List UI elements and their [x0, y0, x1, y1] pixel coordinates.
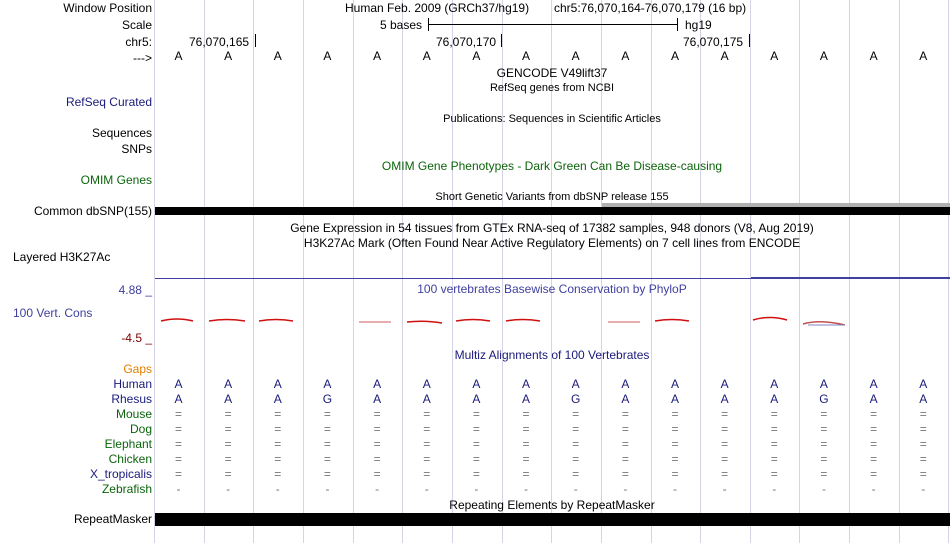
aligned-match-base: = [174, 437, 182, 451]
base-gridline [651, 0, 652, 543]
human-base: A [422, 377, 431, 391]
aligned-match-base: = [224, 407, 232, 421]
h3k27ac-title[interactable]: H3K27Ac Mark (Often Found Near Active Regulatory Elements) on 7 cell lines from ENCODE [303, 236, 801, 250]
aligned-match-base: = [174, 467, 182, 481]
aligned-gap-base: - [474, 482, 479, 496]
coord-tick-1 [255, 34, 256, 47]
aligned-match-base: = [423, 437, 431, 451]
aligned-match-base: = [820, 407, 828, 421]
base-gridline [402, 0, 403, 543]
aligned-match-base: = [870, 467, 878, 481]
aligned-match-base: = [820, 452, 828, 466]
multiz-title[interactable]: Multiz Alignments of 100 Vertebrates [454, 348, 650, 362]
human-base: A [224, 377, 233, 391]
cons-min-label: -4.5 _ [121, 331, 152, 345]
aligned-match-base: = [323, 437, 331, 451]
aligned-gap-base: - [722, 482, 727, 496]
aligned-match-base: = [174, 407, 182, 421]
aligned-match-base: = [472, 437, 480, 451]
rhesus-base: A [869, 392, 878, 406]
human-base: A [670, 377, 679, 391]
reference-base: A [323, 49, 332, 63]
rhesus-base: A [522, 392, 531, 406]
rhesus-base: A [919, 392, 928, 406]
repeatmasker-title[interactable]: Repeating Elements by RepeatMasker [449, 498, 655, 512]
human-base: A [720, 377, 729, 391]
aligned-match-base: = [820, 467, 828, 481]
rhesus-base: A [422, 392, 431, 406]
gtex-title[interactable]: Gene Expression in 54 tissues from GTEx RNA-seq of 17382 samples, 948 donors (V8, Aug 2019) [290, 221, 814, 235]
aligned-match-base: = [274, 422, 282, 436]
reference-base: A [571, 49, 580, 63]
aligned-match-base: = [671, 407, 679, 421]
rhesus-base: G [571, 392, 581, 406]
aligned-match-base: = [522, 467, 530, 481]
aligned-match-base: = [919, 452, 927, 466]
aligned-match-base: = [671, 467, 679, 481]
species-label: Elephant [104, 437, 152, 451]
aligned-match-base: = [572, 437, 580, 451]
aligned-gap-base: - [424, 482, 429, 496]
dbsnp-title[interactable]: Short Genetic Variants from dbSNP release 155 [435, 191, 669, 203]
reference-base: A [174, 49, 183, 63]
scale-tick-right [677, 18, 678, 31]
aligned-match-base: = [423, 452, 431, 466]
species-label: Dog [129, 422, 152, 436]
aligned-match-base: = [770, 407, 778, 421]
aligned-match-base: = [820, 437, 828, 451]
reference-base: A [522, 49, 531, 63]
aligned-match-base: = [373, 467, 381, 481]
aligned-match-base: = [274, 452, 282, 466]
sequences-label[interactable]: Sequences [91, 126, 152, 140]
aligned-match-base: = [323, 422, 331, 436]
dbsnp-feature-shadow [602, 203, 950, 207]
aligned-gap-base: - [921, 482, 926, 496]
snps-label[interactable]: SNPs [121, 142, 152, 156]
window-position-label: Window Position [63, 1, 152, 15]
aligned-match-base: = [323, 407, 331, 421]
aligned-match-base: = [621, 437, 629, 451]
rhesus-base: A [373, 392, 382, 406]
aligned-match-base: = [919, 407, 927, 421]
scale-text: 5 bases [380, 18, 423, 32]
base-gridline [353, 0, 354, 543]
reference-base: A [472, 49, 481, 63]
aligned-match-base: = [870, 452, 878, 466]
aligned-gap-base: - [325, 482, 330, 496]
aligned-match-base: = [274, 467, 282, 481]
human-base: A [571, 377, 580, 391]
reference-base: A [422, 49, 431, 63]
rhesus-base: A [720, 392, 729, 406]
aligned-match-base: = [621, 467, 629, 481]
h3k27ac-signal-segment [751, 277, 950, 279]
human-base: A [273, 377, 282, 391]
aligned-match-base: = [721, 407, 729, 421]
aligned-match-base: = [870, 437, 878, 451]
repeatmasker-label[interactable]: RepeatMasker [73, 512, 152, 526]
dbsnp-feature-bar[interactable] [155, 207, 950, 215]
base-gridline [303, 0, 304, 543]
rhesus-base: G [322, 392, 333, 406]
aligned-match-base: = [174, 422, 182, 436]
base-gridline [799, 0, 800, 543]
reference-base: A [869, 49, 878, 63]
reference-base: A [670, 49, 679, 63]
aligned-gap-base: - [573, 482, 578, 496]
rhesus-base: G [819, 392, 829, 406]
base-gridline [750, 0, 751, 543]
aligned-match-base: = [323, 452, 331, 466]
aligned-match-base: = [373, 422, 381, 436]
human-base: A [472, 377, 481, 391]
aligned-match-base: = [770, 467, 778, 481]
coord-tick-3 [749, 34, 750, 47]
rhesus-base: A [770, 392, 779, 406]
aligned-gap-base: - [772, 482, 777, 496]
aligned-match-base: = [522, 422, 530, 436]
aligned-match-base: = [621, 407, 629, 421]
human-base: A [621, 377, 630, 391]
human-base: A [869, 377, 878, 391]
gaps-label[interactable]: Gaps [123, 362, 152, 376]
species-label: Chicken [108, 452, 152, 466]
rhesus-base: A [621, 392, 630, 406]
aligned-match-base: = [671, 452, 679, 466]
species-label: Zebrafish [101, 482, 152, 496]
strand-arrow-label: ---> [133, 51, 152, 65]
track-labels [0, 0, 154, 543]
aligned-gap-base: - [226, 482, 231, 496]
aligned-match-base: = [224, 452, 232, 466]
aligned-match-base: = [721, 422, 729, 436]
coord-label-1: 76,070,165 [189, 35, 250, 49]
conservation-peaks [161, 318, 845, 326]
aligned-match-base: = [323, 467, 331, 481]
coord-tick-2 [501, 34, 502, 47]
aligned-match-base: = [671, 437, 679, 451]
aligned-match-base: = [919, 422, 927, 436]
base-gridline [253, 0, 254, 543]
phylop-title[interactable]: 100 vertebrates Basewise Conservation by PhyloP [417, 282, 687, 296]
aligned-match-base: = [472, 452, 480, 466]
human-base: A [919, 377, 928, 391]
aligned-match-base: = [572, 452, 580, 466]
base-gridline [849, 0, 850, 543]
assembly-title: Human Feb. 2009 (GRCh37/hg19) [345, 1, 530, 15]
aligned-match-base: = [572, 422, 580, 436]
base-gridline [899, 0, 900, 543]
human-base: A [819, 377, 828, 391]
aligned-match-base: = [274, 437, 282, 451]
position-readout: chr5:76,070,164-76,070,179 (16 bp) [554, 1, 747, 15]
human-base: A [174, 377, 183, 391]
scale-db: hg19 [685, 18, 712, 32]
reference-base: A [919, 49, 928, 63]
aligned-match-base: = [919, 467, 927, 481]
aligned-match-base: = [621, 422, 629, 436]
aligned-match-base: = [472, 467, 480, 481]
aligned-match-base: = [224, 422, 232, 436]
species-label: Mouse [115, 407, 152, 421]
h3k27ac-label[interactable]: Layered H3K27Ac [13, 250, 111, 264]
aligned-match-base: = [224, 467, 232, 481]
aligned-gap-base: - [673, 482, 677, 496]
aligned-match-base: = [472, 422, 480, 436]
aligned-match-base: = [423, 467, 431, 481]
aligned-gap-base: - [275, 482, 280, 496]
aligned-match-base: = [522, 452, 530, 466]
repeatmasker-feature-bar[interactable] [155, 513, 950, 526]
reference-base: A [373, 49, 382, 63]
aligned-match-base: = [770, 422, 778, 436]
aligned-match-base: = [522, 407, 530, 421]
base-gridline [700, 0, 701, 543]
publications-title[interactable]: Publications: Sequences in Scientific Articles [443, 113, 661, 125]
base-gridline [204, 0, 205, 543]
aligned-match-base: = [721, 467, 729, 481]
aligned-gap-base: - [821, 482, 826, 496]
reference-base: A [819, 49, 828, 63]
cons-max-label: 4.88 _ [118, 283, 152, 297]
human-base: A [373, 377, 382, 391]
gencode-title[interactable]: GENCODE V49lift37 [496, 66, 608, 80]
base-gridline [948, 0, 949, 543]
chr-label: chr5: [125, 35, 152, 49]
scale-bar [428, 24, 677, 25]
base-gridline [452, 0, 453, 543]
aligned-match-base: = [721, 437, 729, 451]
aligned-match-base: = [224, 437, 232, 451]
aligned-match-base: = [423, 407, 431, 421]
base-gridline [154, 0, 155, 543]
dbsnp-label[interactable]: Common dbSNP(155) [33, 204, 152, 218]
aligned-match-base: = [373, 452, 381, 466]
species-label: Rhesus [111, 392, 152, 406]
reference-base: A [770, 49, 779, 63]
aligned-match-base: = [274, 407, 282, 421]
aligned-match-base: = [919, 437, 927, 451]
aligned-match-base: = [870, 407, 878, 421]
human-base: A [770, 377, 779, 391]
rhesus-base: A [273, 392, 282, 406]
rhesus-base: A [174, 392, 183, 406]
reference-base: A [621, 49, 630, 63]
aligned-match-base: = [870, 422, 878, 436]
species-label: X_tropicalis [89, 467, 152, 481]
scale-label: Scale [121, 18, 152, 32]
reference-base: A [273, 49, 282, 63]
cons-label[interactable]: 100 Vert. Cons [13, 306, 93, 320]
rhesus-base: A [472, 392, 481, 406]
refseq-label[interactable]: RefSeq Curated [65, 95, 152, 109]
omim-label[interactable]: OMIM Genes [80, 173, 152, 187]
aligned-match-base: = [174, 452, 182, 466]
aligned-match-base: = [373, 437, 381, 451]
refseq-subtitle: RefSeq genes from NCBI [489, 82, 615, 94]
aligned-match-base: = [671, 422, 679, 436]
human-base: A [323, 377, 332, 391]
aligned-match-base: = [820, 422, 828, 436]
track-area[interactable] [155, 0, 950, 543]
aligned-gap-base: - [623, 482, 628, 496]
aligned-gap-base: - [375, 482, 380, 496]
aligned-gap-base: - [524, 482, 529, 496]
rhesus-base: A [224, 392, 233, 406]
aligned-match-base: = [472, 407, 480, 421]
aligned-match-base: = [373, 407, 381, 421]
aligned-match-base: = [770, 452, 778, 466]
aligned-match-base: = [522, 437, 530, 451]
omim-title[interactable]: OMIM Gene Phenotypes - Dark Green Can Be Disease-causing [381, 159, 723, 173]
aligned-gap-base: - [871, 482, 876, 496]
aligned-match-base: = [721, 452, 729, 466]
aligned-match-base: = [572, 467, 580, 481]
species-label: Human [113, 377, 152, 391]
aligned-match-base: = [572, 407, 580, 421]
aligned-match-base: = [423, 422, 431, 436]
aligned-match-base: = [770, 437, 778, 451]
aligned-match-base: = [621, 452, 629, 466]
reference-base: A [720, 49, 729, 63]
coord-label-2: 76,070,170 [436, 35, 497, 49]
reference-base: A [224, 49, 233, 63]
coord-label-3: 76,070,175 [683, 35, 744, 49]
aligned-gap-base: - [176, 482, 181, 496]
human-base: A [522, 377, 531, 391]
conservation-wiggle [155, 310, 950, 330]
rhesus-base: A [670, 392, 679, 406]
